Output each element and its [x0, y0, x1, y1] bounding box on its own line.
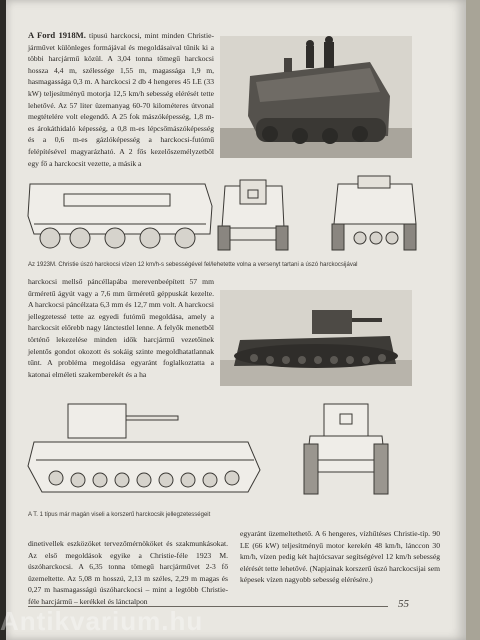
section1-text — [28, 30, 214, 168]
section3-left-paragraph: dinetivellek eszközöket tervezőmérnököket és szakmunkásokat. Az első megoldások egyike a Christie-féle 1923 M. úszóharckocsi. A 6,35 tonna tömegű harcjárművet 2-3 fő üzemeltette. Az 5,08 m hosszú, 2,13 m széles, 2,29 m magas és 0,27 m hasmagasságú úszóharckocsi – mint a legtöbb Christie-féle harcjármű – kerékkel és lánctalpon — [28, 539, 228, 606]
section3-right-paragraph: egyaránt üzemeltethető. A 6 hengeres, vízhűtéses Christie-típ. 90 LE (66 kW) teljesítményű motor kerekén 48 km/h, lánccon 30 km/h, vízen pedig két hajtócsavar segítségével 12 km/h sebesség elérését tette lehetővé. (Napjainak korszerű úszó harckocsijai sem képesek vízen nagyobb sebesség elérésére.) — [240, 529, 440, 585]
photo-ford-1918m — [220, 36, 412, 158]
section2-paragraph: harckocsi mellső páncéllapába merevenbeépített 57 mm űrméretű ágyút vagy a 7,6 mm űrméretű géppuskát kezelte. A harckocsi páncélzata 6,3 mm és 12,7 mm volt. A harckocsi jellegzetessé tette az egyedi futómű megoldása, amely a harckocsit előrebb nagy lánctestlel lenne. A felyők menetből történő lekezelése minden idők harcjármű vezetőinek jelentős gondot okozott és sokáig szinte megoldhatatlannak tűnt. A probléma megoldása egyaránt foglalkoztatta a katonai elméleti szakemberekét és a ha — [28, 277, 214, 379]
photo-t1-tank — [220, 290, 412, 386]
caption-drawings: Az 1923M. Christie úszó harckocsi vízen 12 km/h-s sebességével fel/lehetette volna a versenyt tartani a úszó harckocsijával — [28, 262, 358, 268]
t1-tank-photo-illustration — [220, 290, 412, 386]
ford-1918m-technical-drawings — [20, 176, 420, 256]
section1-paragraph: típusú harckocsi, mint minden Christie-járművet különleges formájával és megoldásaival tűnik ki a többi harcjármű közül. A 3,04 tonna tömegű harckocsi hossza 4,4 m, szélessége 1,55 m, magassága 1,9 m, hasmagassága 0,3 m. A harckocsi 2 db 4 hengeres 45 LE (33 kW) teljesítményű motorja 12,5 km/h sebesség elérését tette lehetővé. Az 57 liter üzemanyag 60-70 kilométeres útvonal megtételére volt elegendő. A 25 fok mászóképesség, 1,8 m-es árokáthidaló képesség, a 0,8 m-es lépcsőmászóképesség és a 0,6 m-es gázlóképesség a harckocsi-futómű felépítésével magyarázható. A 2 fős kezelőszemélyzetből egy fő a harckocsit vezette, a másik a — [28, 31, 214, 168]
section1-intro: A Ford 1918M. — [28, 30, 86, 40]
page-number: 55 — [398, 598, 409, 610]
book-page — [6, 0, 466, 640]
section2-text — [28, 276, 214, 394]
caption-t1: A T. 1 típus már magán viseli a korszerű harckocsik jellegzetességeit — [28, 512, 211, 518]
watermark: Antikvarium.hu — [0, 606, 204, 636]
tank-photo-illustration — [220, 36, 412, 158]
page-edge-tape — [466, 0, 480, 640]
section3-right-text — [240, 528, 440, 608]
t1-technical-drawings — [22, 400, 422, 500]
section3-left-text — [28, 538, 228, 608]
